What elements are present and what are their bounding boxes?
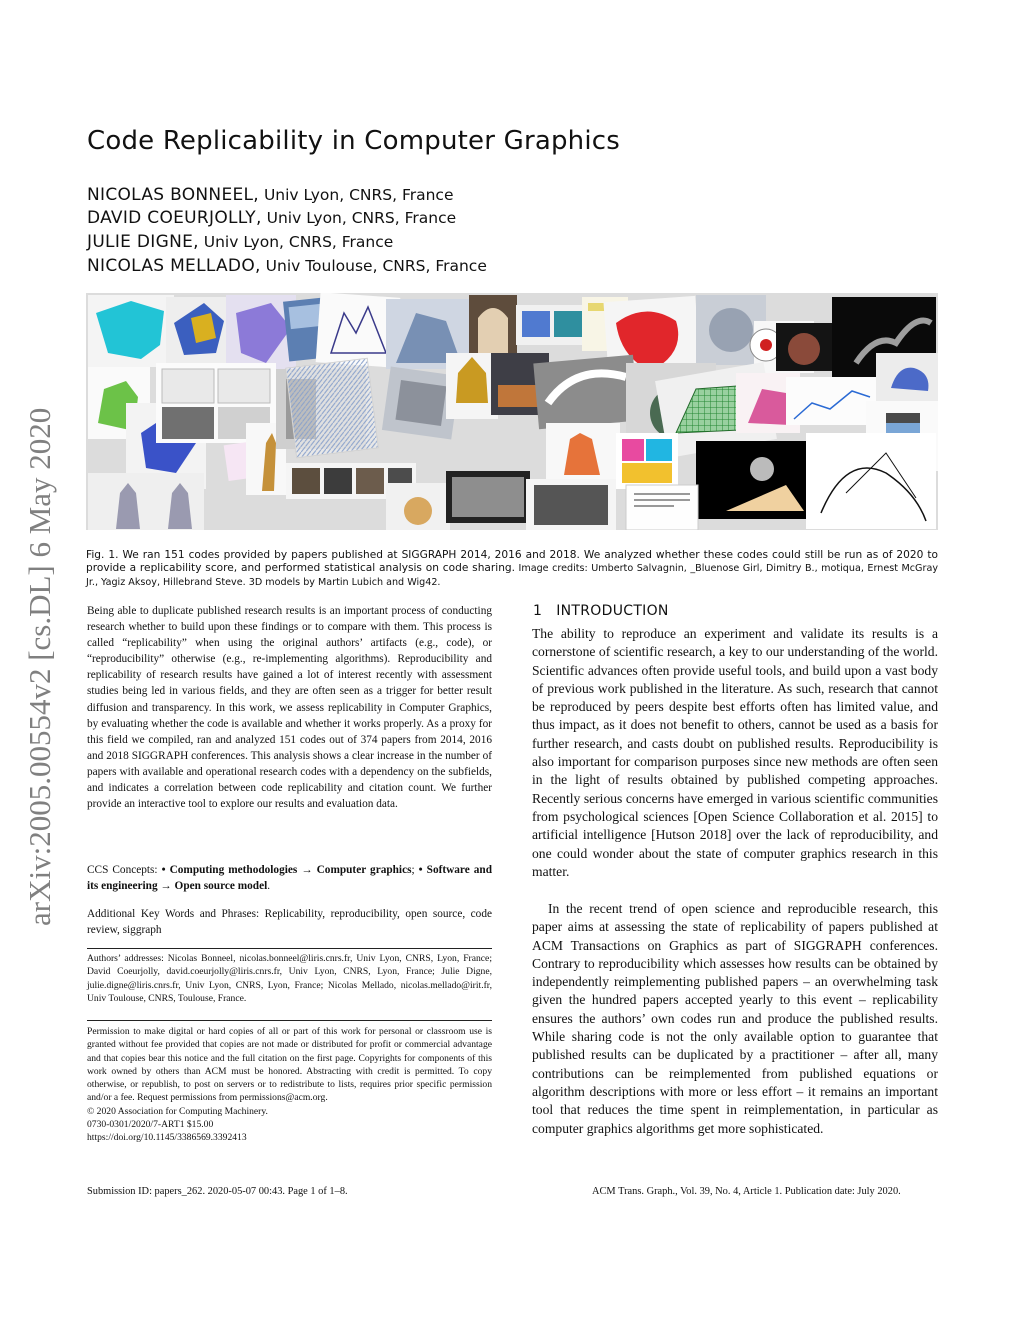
thumb-bridge-photo — [446, 471, 530, 523]
author-affiliation: Univ Lyon, CNRS, France — [198, 233, 394, 251]
author-4 — [87, 256, 487, 276]
thumb-color-segments — [616, 433, 678, 489]
thumb-bunny — [386, 483, 450, 530]
author-name: NICOLAS BONNEEL, — [87, 185, 260, 205]
thumb-hand — [546, 423, 620, 481]
thumb-line-drawing — [806, 433, 936, 529]
caption-credits: Image credits: Umberto Salvagnin, _Bluenose Girl, Dimitry B., motiqua, Ernest McGray Jr., Yagiz Aksoy, Hillebrand Steve. 3D models by Martin Lubich and Wig42. — [86, 563, 938, 588]
arxiv-identifier: arXiv:2005.00554v2 [cs.DL] 6 May 2020 — [22, 407, 57, 926]
ccs-separator: ; — [411, 864, 419, 876]
author-3 — [87, 232, 393, 252]
ccs-concept: • Computing methodologies → Computer graphics — [161, 864, 412, 876]
caption-main: Fig. 1. We ran 151 codes provided by papers published at SIGGRAPH 2014, 2016 and 2018. We analyzed whether these codes could still be run as of 2020 to provide a replicability score, and performed statistical analysis on code sharing. — [86, 549, 938, 575]
author-affiliation: Univ Lyon, CNRS, France — [261, 209, 457, 227]
thumb-dark-sphere — [776, 323, 832, 371]
ccs-concepts — [87, 862, 492, 894]
ccs-concept: • Software and its engineering → Open source model — [87, 864, 492, 893]
abstract-text: Being able to duplicate published research results is an important process of conducting research whether to build upon these findings or to compare with them. This process is called “replicability” when using the original authors’ artifacts (e.g., code), or “reproducibility” otherwise (e.g., re-implementing algorithms). Reproducibility and replicability of research results have gained a lot of interest recently with assessment studies being led in various fields, and they are often seen as a trigger for better result diffusion and transparency. In this work, we assess replicability in Computer Graphics, by evaluating whether the code is available and whether it works properly. As a proxy for this field we compiled, ran and analyzed 151 codes out of 374 papers from 2014, 2016 and 2018 SIGGRAPH conferences. This analysis shows a clear increase in the number of papers with available and operational research codes with a dependency on the subfields, and indicates a correlation between code replicability and citation count. We further provide an interactive tool to explore our results and evaluation data. — [87, 605, 492, 811]
thumb-cyan-mesh — [88, 295, 174, 367]
footer-submission-id: Submission ID: papers_262. 2020-05-07 00:43. Page 1 of 1–8. — [87, 1186, 348, 1197]
ccs-end: . — [267, 880, 271, 893]
divider — [87, 1020, 492, 1021]
thumb-teapot — [876, 353, 938, 401]
thumb-plot — [786, 377, 876, 425]
abstract — [87, 603, 492, 812]
author-name: JULIE DIGNE, — [87, 232, 199, 252]
author-addresses — [87, 952, 492, 1005]
figure-caption — [86, 549, 938, 589]
thumb-crown — [446, 353, 498, 419]
author-affiliation: Univ Lyon, CNRS, France — [259, 186, 454, 204]
permission-text: Permission to make digital or hard copies of all or part of this work for personal or classroom use is granted without fee provided that copies are not made or distributed for profit or commercial advantage and that copies bear this notice and the full citation on the first page. Copyrights for components of this work owned by others than ACM must be honored. Abstracting with credit is permitted. To copy otherwise, or republish, to post on servers or to redistribute to lists, requires prior specific permission and/or a fee. Request permissions from permissions@acm.org. — [87, 1026, 492, 1104]
permission-notice — [87, 1025, 492, 1145]
author-1 — [87, 185, 454, 205]
divider — [87, 948, 492, 949]
ccs-prefix: CCS Concepts: — [87, 864, 162, 876]
thumb-mannequins — [88, 473, 204, 530]
doi-link[interactable]: https://doi.org/10.1145/3386569.3392413 — [87, 1132, 247, 1144]
thumb-colored-mesh — [166, 297, 228, 367]
section-title: INTRODUCTION — [556, 603, 669, 619]
author-name: NICOLAS MELLADO, — [87, 256, 261, 276]
intro-paragraph-2: In the recent trend of open science and reproducible research, this paper aims at assessing the state of replicability of papers published at ACM Transactions on Graphics as part of SIGGRAPH conferences. Contrary to reproducibility which assesses how results can be obtained by independently reimplementing published papers – an overwhelming task given the hundred papers accepted yearly to this event – replicability ensures the authors’ own codes run and produce the published results. While sharing code is not the only available option to guarantee that published results can be duplicated by a practitioner – after all, many contributions can be reimplemented from published equations or algorithm descriptions with more or less effort – it remains an important tool that reduces the time spent in reimplementation, in particular as computer graphics algorithms get more sophisticated. — [532, 901, 938, 1136]
keywords — [87, 906, 492, 938]
teaser-collage — [86, 293, 938, 530]
thumb-text-page — [626, 485, 698, 530]
thumb-small-images — [516, 305, 586, 345]
section-heading-introduction — [533, 603, 683, 619]
intro-paragraph-1: The ability to reproduce an experiment and validate its results is a cornerstone of scientific research, a key to our understanding of the world. Scientific advances often provide useful tools, and build upon a vast body of previous work published in the literature. As such, research that cannot be reproduced by peers despite best efforts often has limited value, and thus impact, as it does not benefit to others, cannot be used as a basis for further research, and casts doubt on published results. Reproducibility is also important for comparison purposes since new methods are often seen in the light of results obtained by published competing approaches. Recently serious concerns have emerged in various scientific communities from psychological sciences [Open Science Collaboration et al. 2015] to artificial intelligence [Hutson 2018] over the lack of reproducibility, and one could wonder about the state of computer graphics research in this matter. — [532, 626, 938, 879]
author-affiliation: Univ Toulouse, CNRS, France — [260, 257, 487, 275]
issn-line: 0730-0301/2020/7-ART1 $15.00 — [87, 1119, 214, 1131]
paper-title: Code Replicability in Computer Graphics — [87, 126, 621, 156]
copyright-line: © 2020 Association for Computing Machinery. — [87, 1105, 268, 1117]
keywords-text: Additional Key Words and Phrases: Replicability, reproducibility, open source, code review, siggraph — [87, 908, 492, 937]
thumb-people-photo — [526, 479, 616, 530]
author-name: DAVID COEURJOLLY, — [87, 208, 262, 228]
thumb-black-scene — [696, 441, 806, 519]
addresses-text: Authors’ addresses: Nicolas Bonneel, nicolas.bonneel@liris.cnrs.fr, Univ Lyon, CNRS, Lyon, France; David Coeurjolly, david.coeurjolly@liris.cnrs.fr, Univ Lyon, CNRS, Lyon, France; Julie Digne, julie.digne@liris.cnrs.fr, Univ Lyon, CNRS, Lyon, France; Nicolas Mellado, nicolas.mellado@irit.fr, Univ Toulouse, CNRS, Toulouse, France. — [87, 953, 492, 1004]
section-number: 1 — [533, 603, 543, 619]
author-2 — [87, 208, 456, 228]
teaser-figure — [86, 293, 938, 530]
thumb-blue-sketch — [286, 358, 378, 457]
thumb-twisted-shapes — [533, 355, 638, 429]
footer-journal-info: ACM Trans. Graph., Vol. 39, No. 4, Article 1. Publication date: July 2020. — [592, 1186, 901, 1197]
